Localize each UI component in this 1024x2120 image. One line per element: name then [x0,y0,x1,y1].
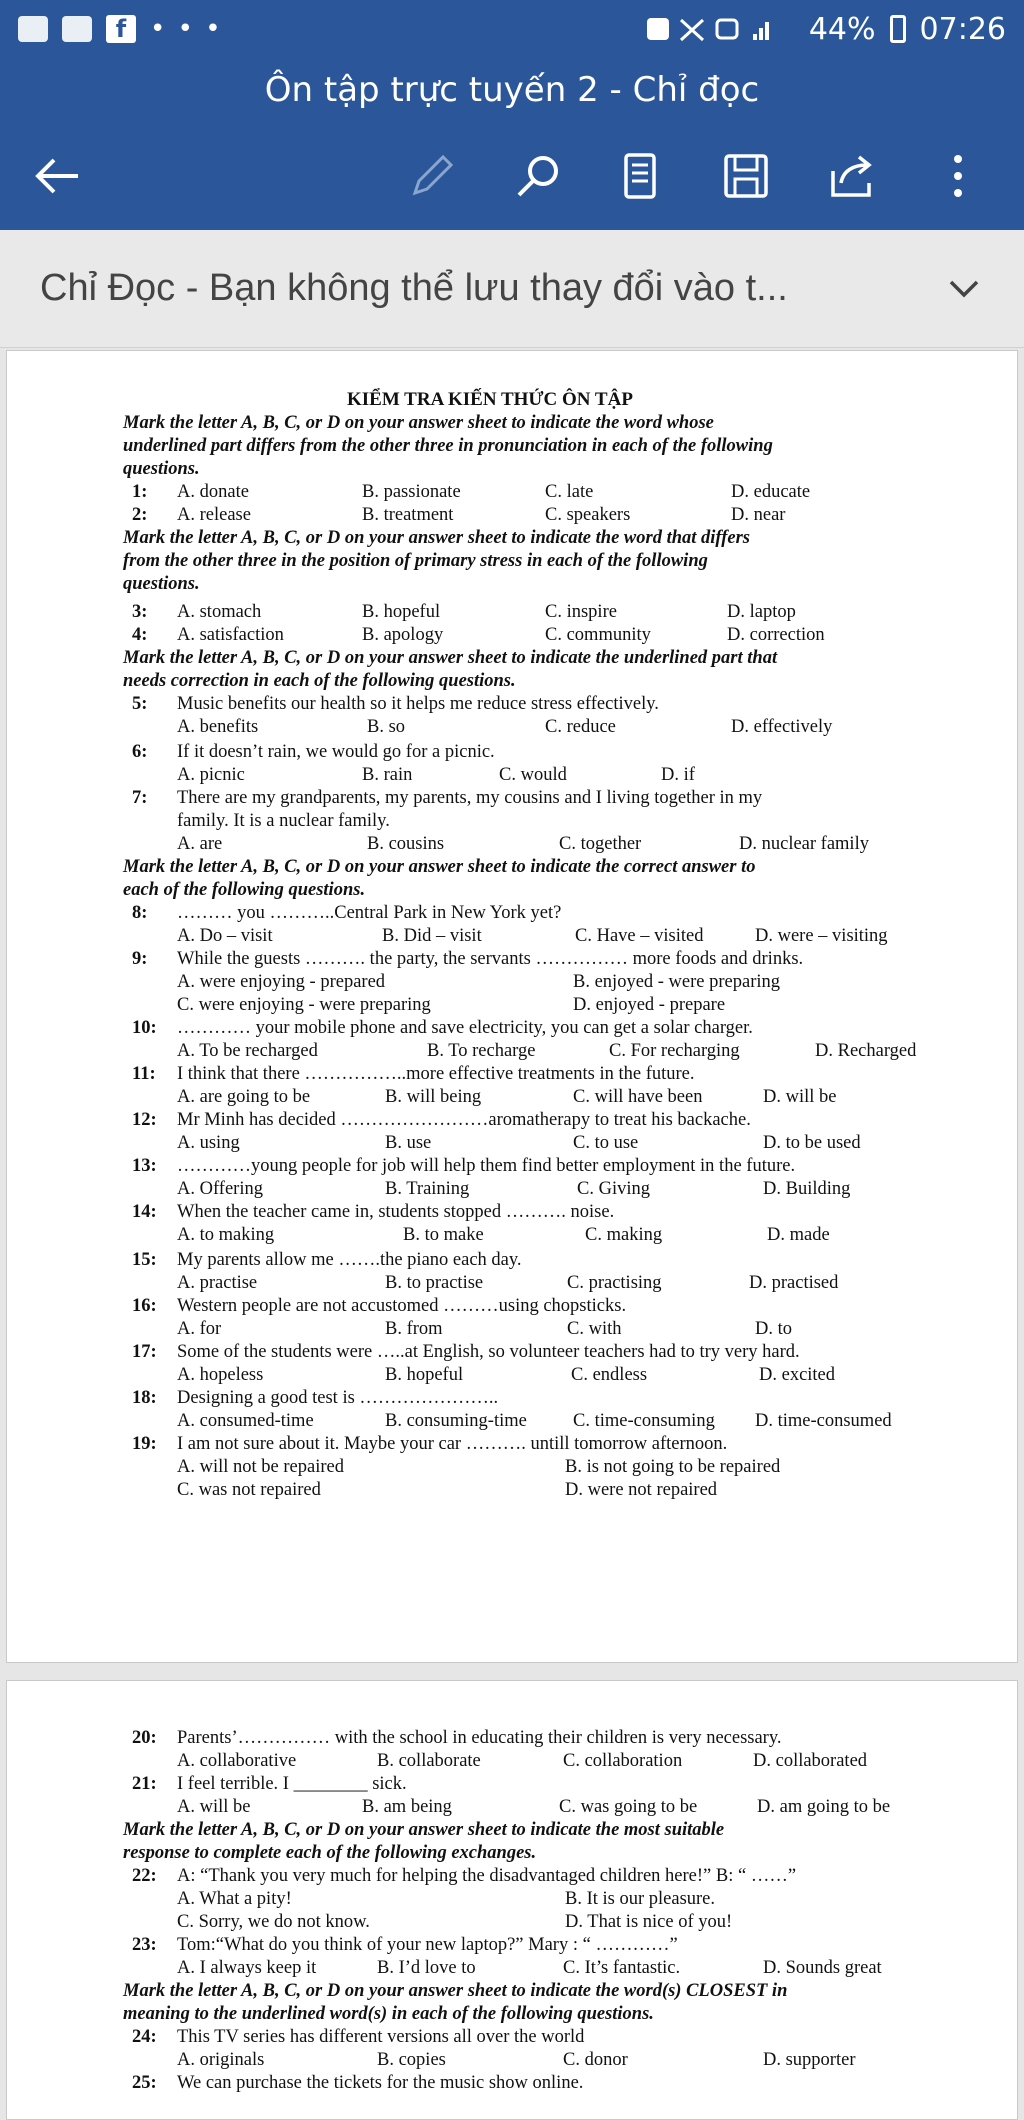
document-text-line: A. for [177,1319,222,1339]
document-text-line: B. apology [362,625,444,645]
document-page-2 [6,1680,1018,2120]
document-text-line: C. For recharging [609,1041,740,1061]
document-text-line: We can purchase the tickets for the music show online. [177,2073,584,2093]
back-button[interactable] [26,146,86,206]
document-text-line: C. time-consuming [573,1411,715,1431]
document-text-line: A. Offering [177,1179,263,1199]
document-text-line: A. To be recharged [177,1041,318,1061]
document-text-line: 3: [132,602,148,622]
document-text-line: A. release [177,505,251,525]
chevron-down-icon [948,279,980,299]
document-text-line: D. time-consumed [755,1411,892,1431]
document-text-line: A. What a pity! [177,1889,292,1909]
document-text-line: from the other three in the position of primary stress in each of the following [123,551,708,571]
document-text-line: D. am going to be [757,1797,891,1817]
document-text-line: D. collaborated [753,1751,868,1771]
document-text-line: B. hopeful [362,602,441,622]
document-text-line: A. I always keep it [177,1958,317,1978]
document-text-line: B. passionate [362,482,461,502]
document-text-line: Designing a good test is ………………….. [177,1388,499,1408]
document-text-line: C. with [567,1319,622,1339]
mobile-view-button[interactable] [610,146,670,206]
document-text-line: D. Sounds great [763,1958,882,1978]
document-text-line: C. reduce [545,717,616,737]
document-text-line: C. were enjoying - were preparing [177,995,431,1015]
document-text-line: Mark the letter A, B, C, or D on your answer sheet to indicate the most suitable [123,1820,725,1840]
document-text-line: D. to [755,1319,792,1339]
document-text-line: B. To recharge [427,1041,536,1061]
document-text-line: 5: [132,694,148,714]
document-text-line: B. Training [385,1179,470,1199]
document-text-line: B. to make [403,1225,484,1245]
document-text-line: B. collaborate [377,1751,481,1771]
status-bar [0,0,1024,58]
document-text-line: KIỂM TRA KIẾN THỨC ÔN TẬP [347,389,633,410]
document-text-line: A. originals [177,2050,265,2070]
document-page-1 [6,350,1018,1663]
document-text-line: A. stomach [177,602,262,622]
document-text-line: Mr Minh has decided ……………………aromatherapy to treat his backache. [177,1110,751,1130]
document-text-line: meaning to the underlined word(s) in each of the following questions. [123,2004,654,2024]
document-text-line: Mark the letter A, B, C, or D on your answer sheet to indicate the underlined part that [123,648,778,668]
facebook-notification-icon: f [106,15,136,43]
document-text-line: B. treatment [362,505,454,525]
save-icon [721,151,771,201]
document-text-line: A: “Thank you very much for helping the disadvantaged children here!” B: “ ……” [177,1866,797,1886]
document-text-line: 6: [132,742,148,762]
document-text-line: C. practising [567,1273,662,1293]
document-text-line: ……… you ………..Central Park in New York yet? [177,903,562,923]
document-text-line: D. near [731,505,786,525]
document-text-line: 8: [132,903,148,923]
document-text-line: D. to be used [763,1133,861,1153]
document-text-line: 24: [132,2027,157,2047]
document-text-line: each of the following questions. [123,880,366,900]
document-text-line: A. Do – visit [177,926,273,946]
document-text-line: 11: [132,1064,156,1084]
document-text-line: B. cousins [367,834,445,854]
save-button[interactable] [716,146,776,206]
document-text-line: My parents allow me …….the piano each day. [177,1250,522,1270]
document-text-line: 7: [132,788,148,808]
document-text-line: Mark the letter A, B, C, or D on your answer sheet to indicate the correct answer to [123,857,756,877]
document-text-line: B. enjoyed - were preparing [573,972,781,992]
read-only-message: Chỉ Đọc - Bạn không thể lưu thay đổi vào t... [40,267,788,309]
document-text-line: C. making [585,1225,663,1245]
edit-notification-icon [18,16,48,42]
document-text-line: B. is not going to be repaired [565,1457,781,1477]
document-text-line: A. are going to be [177,1087,311,1107]
document-text-line: There are my grandparents, my parents, my cousins and I living together in my [177,788,763,808]
document-text-line: A. will not be repaired [177,1457,344,1477]
document-text-line: D. made [767,1225,830,1245]
document-text-line: A. benefits [177,717,259,737]
document-text-line: family. It is a nuclear family. [177,811,390,831]
document-text-line: C. Sorry, we do not know. [177,1912,370,1932]
document-text-line: 10: [132,1018,157,1038]
document-text-line: I am not sure about it. Maybe your car ………. untill tomorrow afternoon. [177,1434,728,1454]
document-text-line: Some of the students were …..at English, so volunteer teachers had to try very hard. [177,1342,800,1362]
gallery-notification-icon [62,16,92,42]
document-text-line: B. rain [362,765,413,785]
document-text-line: D. Building [763,1179,851,1199]
document-text-line: C. Have – visited [575,926,704,946]
more-options-button[interactable] [928,146,988,206]
document-text-line: C. would [499,765,567,785]
document-text-line: A. were enjoying - prepared [177,972,386,992]
back-arrow-icon [32,156,80,196]
document-text-line: A. hopeless [177,1365,264,1385]
document-text-line: …………young people for job will help them find better employment in the future. [177,1156,796,1176]
document-text-line: B. I’d love to [377,1958,476,1978]
signal-icons [645,14,795,44]
document-text-line: D. will be [763,1087,837,1107]
document-text-line: questions. [123,459,200,479]
document-text-line: B. am being [362,1797,452,1817]
document-text-line: 22: [132,1866,157,1886]
document-text-line: C. inspire [545,602,617,622]
share-icon [827,151,877,201]
document-text-line: B. consuming-time [385,1411,527,1431]
document-text-line: D. laptop [727,602,796,622]
more-vertical-icon [948,151,968,201]
document-text-line: 20: [132,1728,157,1748]
document-text-line: While the guests ………. the party, the servants …………… more foods and drinks. [177,949,804,969]
document-text-line: D. Recharged [815,1041,917,1061]
document-text-line: C. Giving [577,1179,650,1199]
document-text-line: C. together [559,834,642,854]
document-text-line: B. It is our pleasure. [565,1889,716,1909]
document-text-line: B. hopeful [385,1365,464,1385]
document-text-line: A. donate [177,482,249,502]
document-text-line: 4: [132,625,148,645]
battery-icon [890,15,906,43]
document-text-line: Mark the letter A, B, C, or D on your answer sheet to indicate the word(s) CLOSEST in [123,1981,788,2001]
document-text-line: 15: [132,1250,157,1270]
document-text-line: I think that there ……………..more effective treatments in the future. [177,1064,695,1084]
mobile-view-icon [620,151,660,201]
document-text-line: D. nuclear family [739,834,869,854]
document-text-line: A. to making [177,1225,275,1245]
document-text-line: C. will have been [573,1087,703,1107]
document-text-line: B. from [385,1319,443,1339]
document-text-line: 25: [132,2073,157,2093]
document-text-line: D. supporter [763,2050,856,2070]
document-text-line: B. Did – visit [382,926,482,946]
document-text-line: 18: [132,1388,157,1408]
document-text-line: D. if [661,765,695,785]
read-only-banner[interactable] [0,230,1024,348]
document-text-line: C. collaboration [563,1751,683,1771]
document-text-line: B. so [367,717,406,737]
document-text-line: 9: [132,949,148,969]
document-text-line: Western people are not accustomed ………using chopsticks. [177,1296,627,1316]
document-text-line: 2: [132,505,148,525]
document-text-line: A. satisfaction [177,625,284,645]
document-text-line: 13: [132,1156,157,1176]
document-text-line: 21: [132,1774,157,1794]
document-text-line: C. It’s fantastic. [563,1958,681,1978]
share-button[interactable] [822,146,882,206]
document-text-line: Music benefits our health so it helps me reduce stress effectively. [177,694,659,714]
document-text-line: B. copies [377,2050,446,2070]
document-text-line: D. excited [759,1365,836,1385]
search-button[interactable] [508,146,568,206]
document-text-line: B. to practise [385,1273,484,1293]
battery-level: 44% [808,11,876,47]
document-text-line: When the teacher came in, students stopped ………. noise. [177,1202,615,1222]
document-text-line: C. to use [573,1133,639,1153]
document-text-line: C. speakers [545,505,631,525]
document-text-line: C. was going to be [559,1797,698,1817]
document-text-line: C. late [545,482,594,502]
document-text-line: 12: [132,1110,157,1130]
document-text-line: A. are [177,834,223,854]
document-text-line: Mark the letter A, B, C, or D on your answer sheet to indicate the word that differs [123,528,751,548]
document-text-line: Mark the letter A, B, C, or D on your answer sheet to indicate the word whose [123,413,714,433]
document-text-line: A. practise [177,1273,258,1293]
document-text-line: A. picnic [177,765,245,785]
document-text-line: B. will being [385,1087,482,1107]
document-text-line: questions. [123,574,200,594]
document-text-line: A. consumed-time [177,1411,314,1431]
document-text-line: Tom:“What do you think of your new laptop?” Mary : “ …………” [177,1935,678,1955]
document-text-line: ………… your mobile phone and save electricity, you can get a solar charger. [177,1018,753,1038]
clock: 07:26 [919,11,1006,47]
document-text-line: 19: [132,1434,157,1454]
document-text-line: D. That is nice of you! [565,1912,733,1932]
pencil-icon [407,151,457,201]
document-text-line: A. using [177,1133,240,1153]
document-text-line: D. educate [731,482,811,502]
edit-button[interactable] [402,146,462,206]
document-text-line: D. practised [749,1273,839,1293]
document-text-line: D. effectively [731,717,833,737]
document-text-line: underlined part differs from the other three in pronunciation in each of the following [123,436,773,456]
document-text-line: D. were not repaired [565,1480,718,1500]
document-title: Ôn tập trực tuyến 2 - Chỉ đọc [0,58,1024,122]
document-text-line: 23: [132,1935,157,1955]
document-text-line: A. collaborative [177,1751,297,1771]
document-text-line: D. enjoyed - prepare [573,995,726,1015]
more-notifications-icon: • • • [150,14,223,44]
document-text-line: A. will be [177,1797,251,1817]
search-icon [513,151,563,201]
document-text-line: This TV series has different versions all over the world [177,2027,585,2047]
document-text-line: C. community [545,625,651,645]
document-text-line: Parents’…………… with the school in educating their children is very necessary. [177,1728,782,1748]
document-text-line: If it doesn’t rain, we would go for a picnic. [177,742,495,762]
document-text-line: needs correction in each of the following questions. [123,671,516,691]
document-text-line: 1: [132,482,148,502]
document-text-line: D. were – visiting [755,926,888,946]
document-text-line: B. use [385,1133,432,1153]
document-text-line: response to complete each of the following exchanges. [123,1843,537,1863]
expand-banner-button[interactable] [924,249,1004,329]
document-text-line: C. donor [563,2050,628,2070]
document-text-line: C. was not repaired [177,1480,321,1500]
toolbar [0,122,1024,230]
document-text-line: 16: [132,1296,157,1316]
document-text-line: D. correction [727,625,825,645]
document-text-line: 14: [132,1202,157,1222]
document-text-line: C. endless [571,1365,648,1385]
document-text-line: I feel terrible. I ________ sick. [177,1774,407,1794]
document-text-line: 17: [132,1342,157,1362]
